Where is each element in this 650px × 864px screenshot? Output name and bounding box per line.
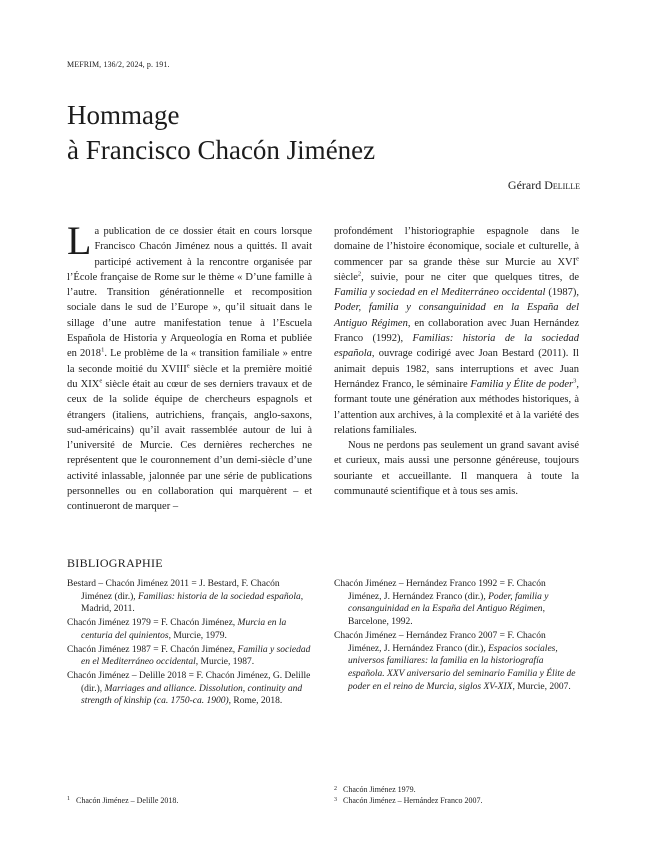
- bibliography-entry: Chacón Jiménez 1987 = F. Chacón Jiménez, Familia y sociedad en el Mediterráneo occidental, Murcie, 1987.: [67, 644, 311, 668]
- author-name: [508, 178, 580, 193]
- footnote: [67, 796, 178, 805]
- author-last-name: Delille: [544, 178, 580, 192]
- author-first-name: Gérard: [507, 178, 542, 192]
- text-run: , formant toute une génération aux méthodes historiques, à l’attention aux archives, à la complexité et à la variété des relations familiales.: [334, 378, 579, 436]
- bibliography-heading: BIBLIOGRAPHIE: [67, 556, 163, 570]
- superscript: e: [186, 362, 190, 370]
- book-title: Familias: historia de la sociedad española: [334, 333, 579, 360]
- running-head: MEFRIM, 136/2, 2024, p. 191.: [67, 60, 170, 69]
- text-run: a publication de ce dossier était en cours lorsque Francisco Chacón Jiménez nous a quittés. Il avait participé activement à la rencontre organisée par l’École française de Rome sur le thème « D’une famille à l’autre. Transition générationnelle et recomposition sociale dans le sud de l’Europe », qu’il situait dans le sillage d’une autre manifestation tenue à l’Escuela Española de Historia y Arqueología en Roma et publiée en 2018: [67, 226, 312, 360]
- seminar-title: Familia y Élite de poder: [470, 378, 574, 390]
- text-run: . Le problème de la « transition familiale » entre la seconde moitié du XVIII: [67, 348, 312, 375]
- bibliography-entry: Chacón Jiménez – Hernández Franco 2007 = F. Chacón Jiménez, J. Hernández Franco (dir.), Espacios sociales, universos familiares: la familia en la historiografía española. XXV aniversario del seminario Familia y Élite de poder en el reino de Murcia, siglos XV-XIX, Murcie, 2007.: [334, 630, 576, 692]
- title-line-1: Hommage: [67, 100, 180, 130]
- title-line-2: à Francisco Chacón Jiménez: [67, 135, 376, 165]
- footnote-number: 2: [334, 786, 337, 792]
- superscript: e: [99, 377, 103, 385]
- book-title: Poder, familia y consanguinidad en la España del Antiguo Régimen: [334, 302, 579, 329]
- footnote-number: 3: [334, 797, 337, 803]
- bibliography-column-right: [334, 578, 579, 694]
- bibliography-entry: Chacón Jiménez – Hernández Franco 1992 = F. Chacón Jiménez, J. Hernández Franco (dir.), Poder, familia y consanguinidad en la España del Antiguo Régimen, Barcelone, 1992.: [334, 579, 549, 628]
- footnote-number: 1: [67, 796, 70, 802]
- footnote-ref-3[interactable]: 3: [573, 377, 577, 385]
- body-column-left: [67, 218, 312, 515]
- drop-cap: L: [67, 218, 92, 263]
- footnote-text: Chacón Jiménez 1979.: [343, 785, 416, 794]
- text-run: siècle était au cœur de ses derniers travaux et de ceux de la solide équipe de chercheurs espagnols et étrangers (italiens, autrichiens, français, anglo-saxons, sud-américains) qu’il avait rassemblée autour de lui à l’université de Murcie. Ces dernières recherches ne représentent que le couronnement d’un demi-siècle d’une activité inlassable, jalonnée par une série de publications personnelles ou en collaboration qui marquèrent – et continueront de marquer –: [67, 378, 312, 513]
- footnote-ref-2[interactable]: 2: [357, 270, 362, 278]
- text-run: profondément l’historiographie espagnole dans le domaine de l’histoire économique, sociale et culturelle, à commencer par sa grande thèse sur Murcie au XVI: [334, 226, 579, 268]
- text-run: , en collaboration avec Juan Hernández Franco (1992),: [334, 317, 579, 345]
- footnotes-right: [334, 784, 483, 806]
- paragraph-1: [67, 218, 312, 515]
- superscript: e: [576, 255, 579, 263]
- text-run: , ouvrage codirigé avec Joan Bestard (2011). Il animait depuis 1982, sans interruptions et avec Juan Hernández Franco, le séminaire: [334, 348, 579, 390]
- footnotes-left: [67, 796, 178, 805]
- footnote-text: Chacón Jiménez – Delille 2018.: [76, 796, 179, 805]
- footnote: [334, 795, 483, 806]
- bibliography-entry: Chacón Jiménez – Delille 2018 = F. Chacón Jiménez, G. Delille (dir.), Marriages and alliance. Dissolution, continuity and strength of kinship (ca. 1750-ca. 1900), Rome, 2018.: [67, 670, 311, 707]
- page-title: [67, 98, 375, 168]
- book-title: Familia y sociedad en el Mediterráneo occidental: [334, 287, 546, 299]
- body-column-right: [334, 224, 579, 499]
- bibliography-entry: Chacón Jiménez 1979 = F. Chacón Jiménez, Murcia en la centuria del quinientos, Murcie, 1979.: [67, 618, 287, 641]
- footnote-text: Chacón Jiménez – Hernández Franco 2007.: [343, 796, 483, 805]
- text-run: , suivie, pour ne citer que quelques titres, de: [361, 271, 579, 283]
- text-run: siècle et la première moitié du XIX: [67, 363, 312, 390]
- bibliography-column-left: [67, 578, 312, 709]
- footnote-ref-1[interactable]: 1: [101, 346, 105, 354]
- bibliography-entry: Bestard – Chacón Jiménez 2011 = J. Bestard, F. Chacón Jiménez (dir.), Familias: historia de la sociedad española, Madrid, 2011.: [67, 579, 304, 615]
- paragraph-2: Nous ne perdons pas seulement un grand savant avisé et curieux, mais aussi une personne généreuse, toujours souriante et accueillante. Il manquera à toute la communauté scientifique et à tous ses amis.: [334, 440, 579, 498]
- footnote: [334, 784, 483, 795]
- text-run: siècle: [334, 271, 358, 283]
- paragraph-1-continued: [334, 224, 579, 438]
- text-run: (1987),: [545, 287, 579, 299]
